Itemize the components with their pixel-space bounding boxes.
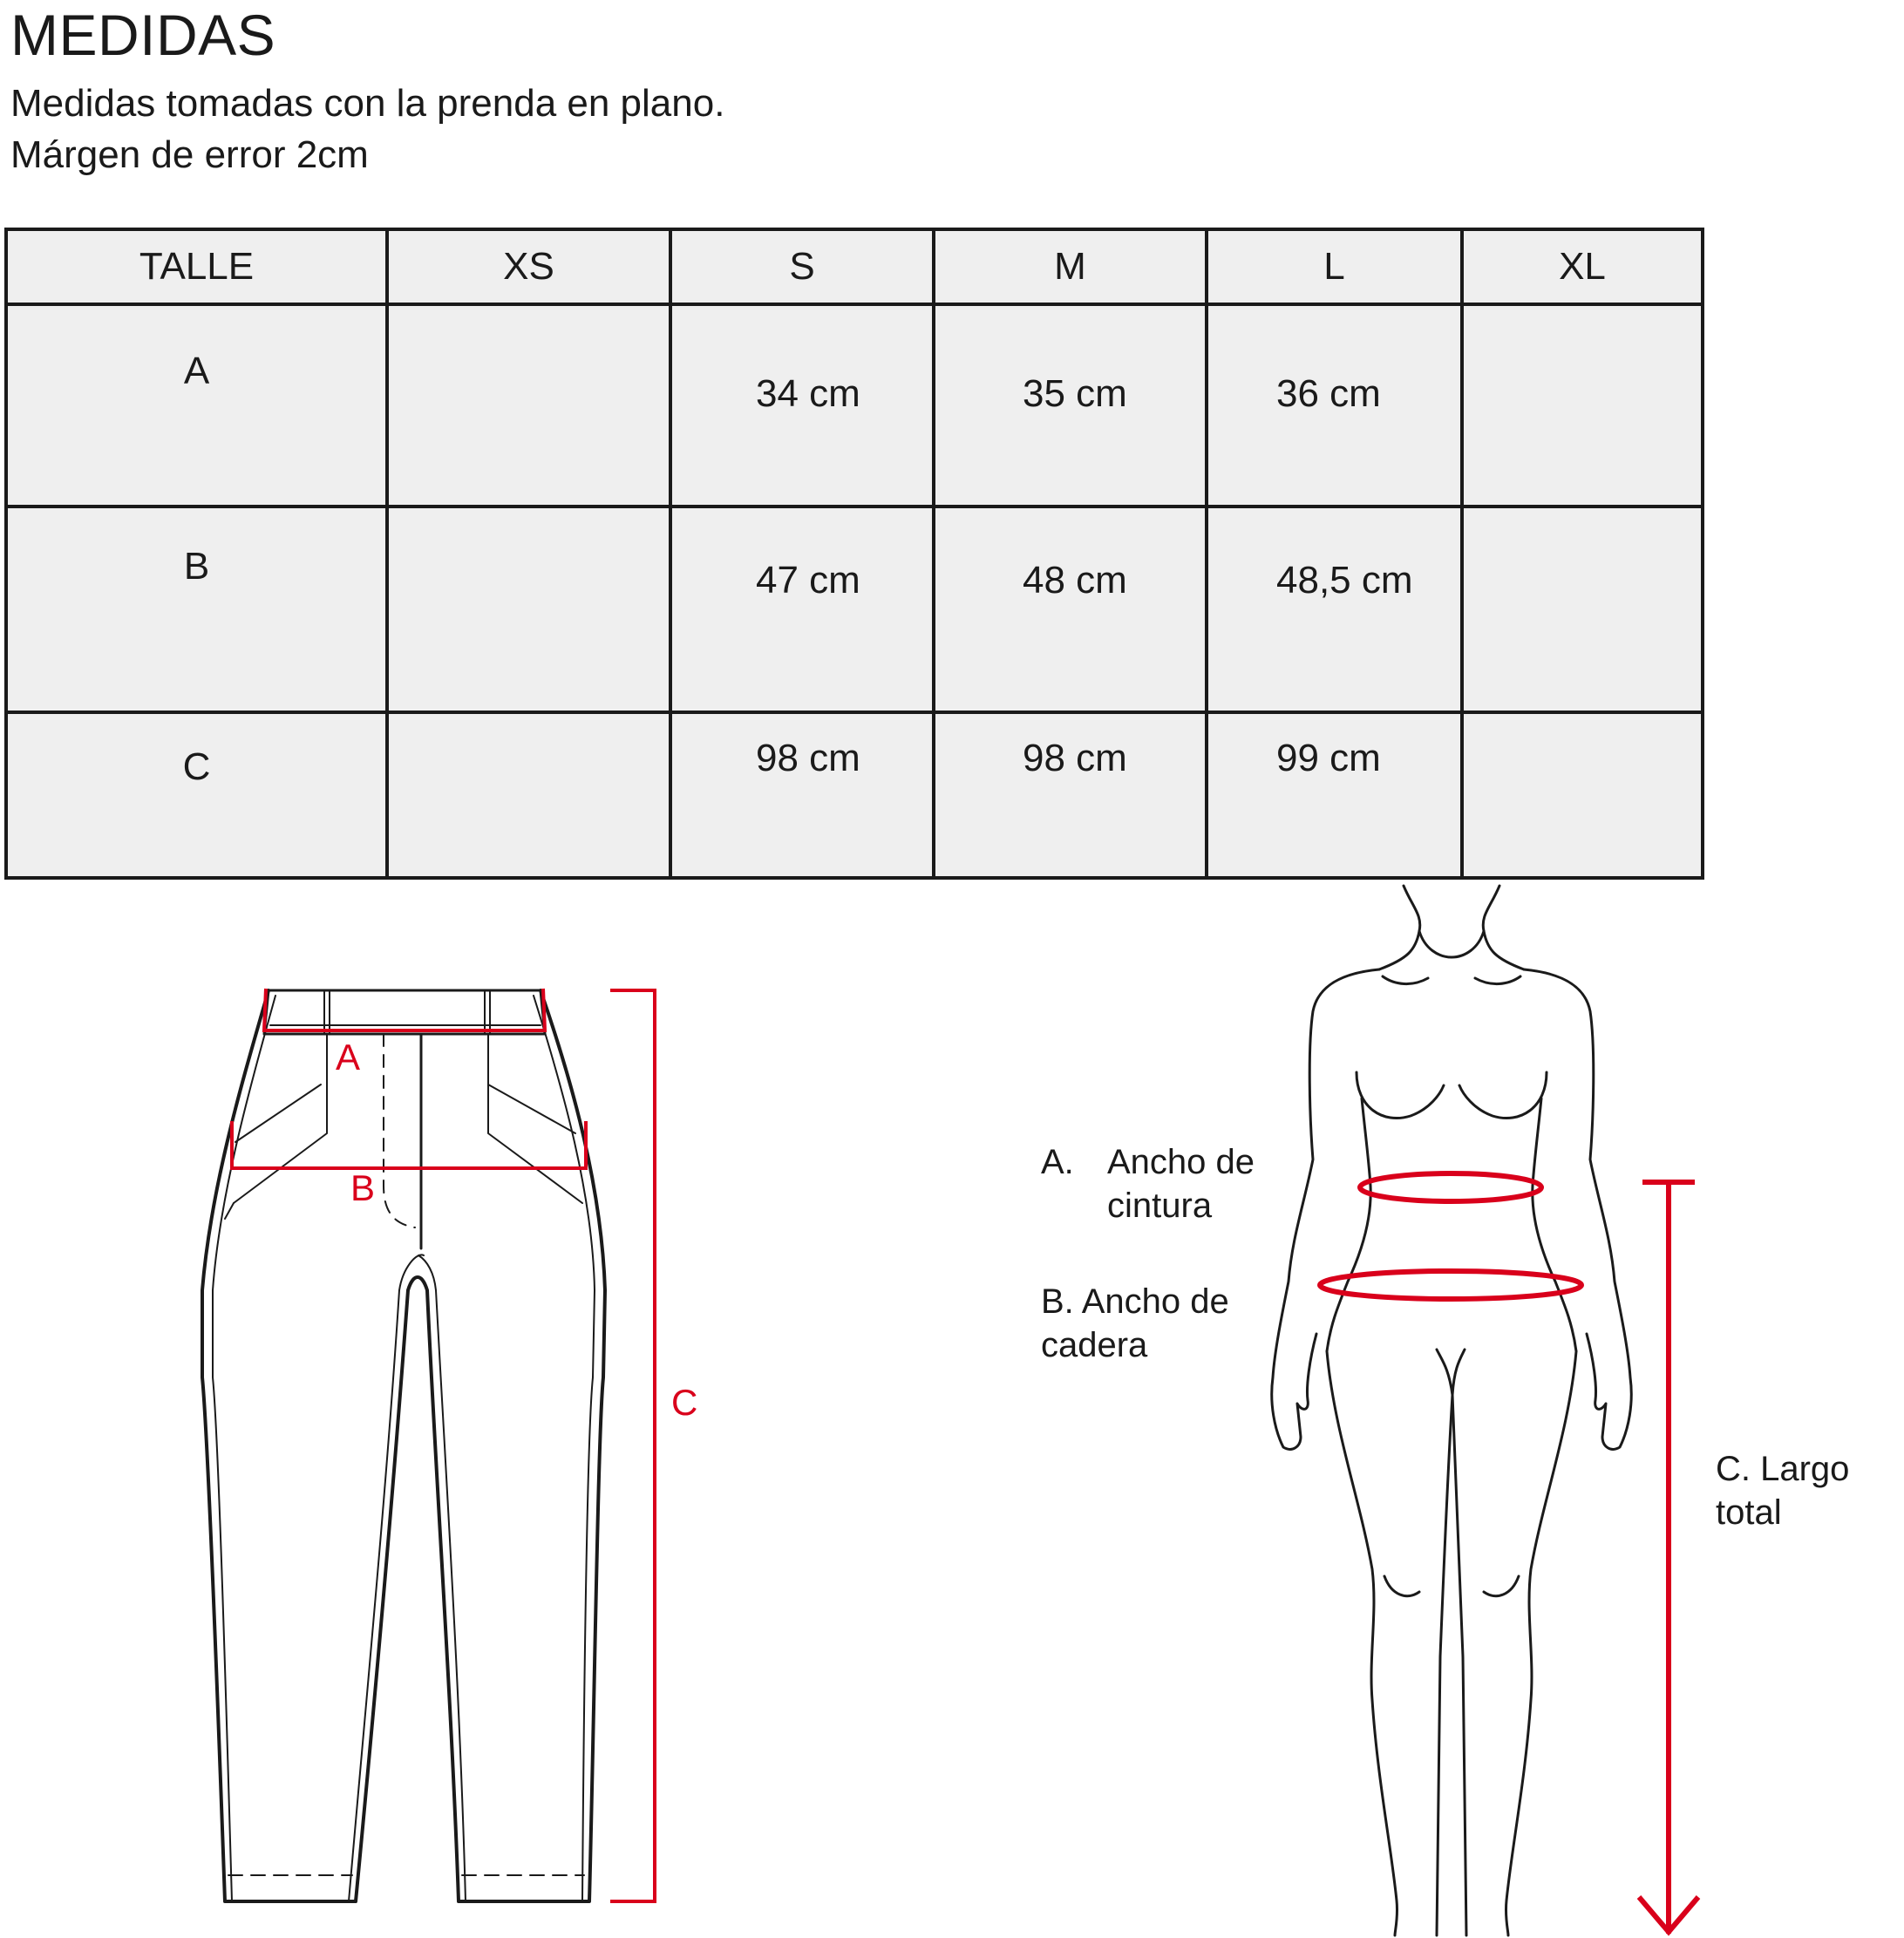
row-label-a: A [6, 304, 387, 507]
cell-b-s: 47 cm [670, 507, 934, 712]
cell-b-l: 48,5 cm [1207, 507, 1462, 712]
column-header-s: S [670, 229, 934, 304]
legend-c-line1: C. Largo [1716, 1450, 1850, 1488]
legend-b-line2: cadera [1041, 1326, 1148, 1364]
length-measure-line [610, 990, 655, 1901]
column-header-m: M [934, 229, 1207, 304]
cell-c-m: 98 cm [934, 712, 1207, 878]
hip-label: B [350, 1167, 376, 1208]
waist-measure-line [264, 989, 545, 1030]
row-label-c: C [6, 712, 387, 878]
error-margin-note: Márgen de error 2cm [10, 133, 369, 176]
legend-a-line2: cintura [1107, 1187, 1213, 1225]
cell-c-s: 98 cm [670, 712, 934, 878]
legend-a-line1: Ancho de [1107, 1143, 1255, 1181]
legend-a-prefix: A. [1041, 1143, 1074, 1181]
legend-b-line1: B. Ancho de [1041, 1282, 1229, 1321]
hip-measure-line [232, 1121, 586, 1168]
subtitle-note: Medidas tomadas con la prenda en plano. [10, 82, 725, 125]
body-figure [1272, 886, 1632, 1935]
hip-ring [1320, 1271, 1581, 1299]
row-label-b: B [6, 507, 387, 712]
waist-label: A [336, 1037, 361, 1078]
column-header-xl: XL [1462, 229, 1703, 304]
waist-ring [1360, 1173, 1541, 1201]
length-label: C [671, 1382, 698, 1423]
cell-a-m: 35 cm [934, 304, 1207, 507]
cell-a-l: 36 cm [1207, 304, 1462, 507]
body-measure-marks [1320, 1173, 1698, 1934]
cell-b-m: 48 cm [934, 507, 1207, 712]
cell-c-l: 99 cm [1207, 712, 1462, 878]
cell-a-s: 34 cm [670, 304, 934, 507]
pants-sketch [202, 990, 605, 1901]
column-header-xs: XS [387, 229, 670, 304]
legend-c-line2: total [1716, 1493, 1782, 1532]
column-header-l: L [1207, 229, 1462, 304]
column-header-talle: TALLE [6, 229, 387, 304]
page-title: MEDIDAS [10, 3, 276, 67]
